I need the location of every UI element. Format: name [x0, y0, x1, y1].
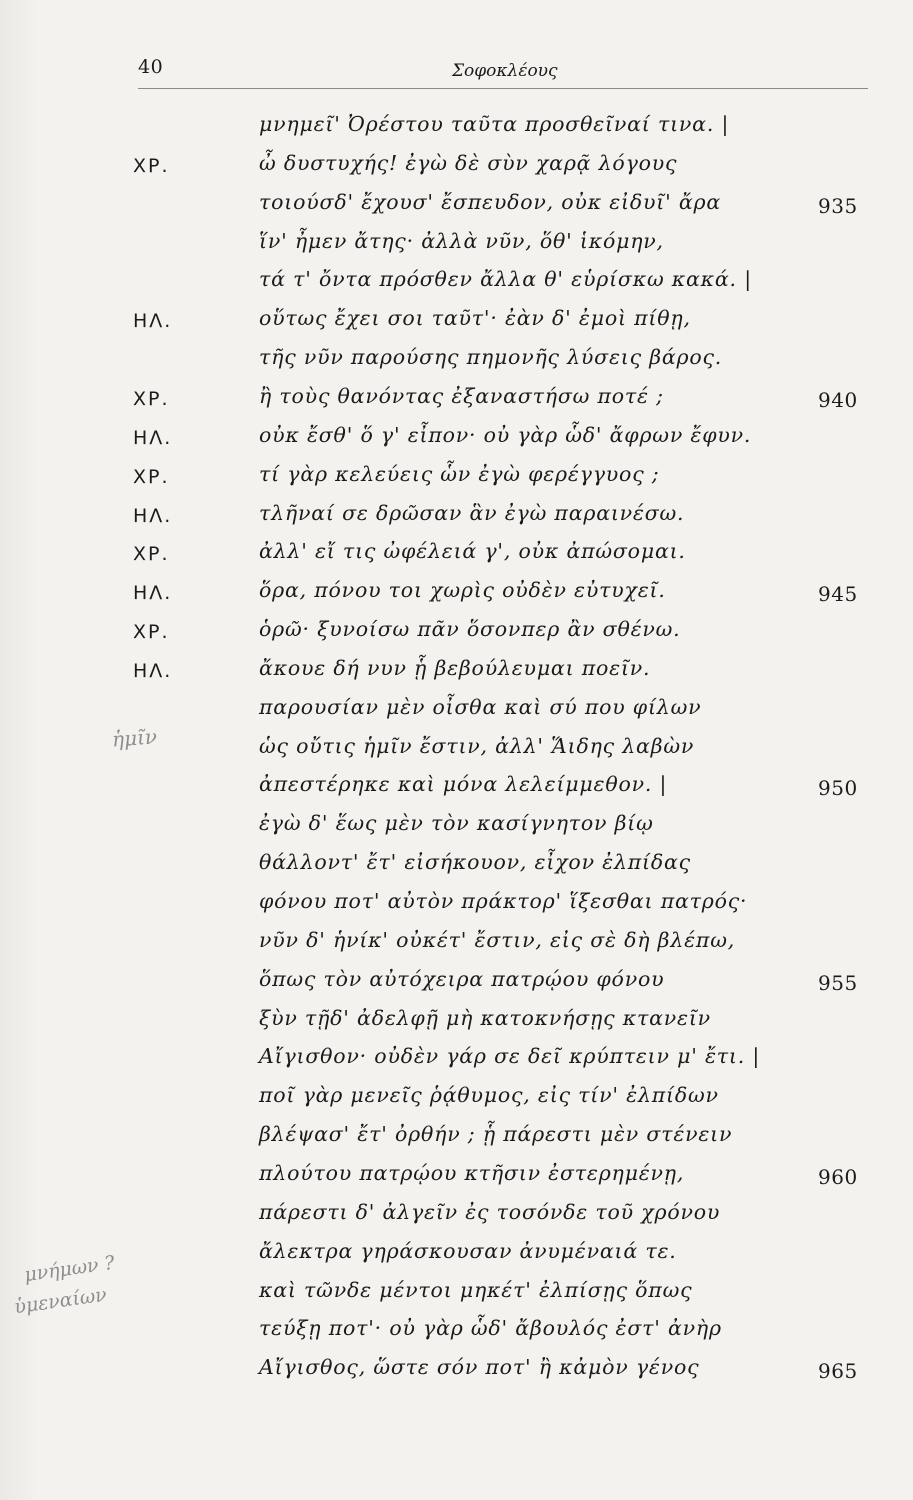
verse-text: Αἴγισθον· οὐδὲν γάρ σε δεῖ κρύπτειν μ' ἔτι. |	[259, 1044, 761, 1068]
verse-text: τλῆναί σε δρῶσαν ἃν ἐγὼ παραινέσω.	[259, 501, 685, 525]
verse-text: Αἴγισθος, ὥστε σόν ποτ' ἢ κἀμὸν γένος	[259, 1355, 700, 1379]
line-number: 940	[818, 388, 858, 412]
speaker-label: ΧΡ.	[133, 466, 170, 488]
verse-text: τεύξῃ ποτ'· οὐ γὰρ ὧδ' ἄβουλός ἐστ' ἀνὴρ	[259, 1316, 722, 1340]
line-number: 960	[818, 1165, 858, 1189]
speaker-label: ΧΡ.	[133, 621, 170, 643]
verse-text: μνημεῖ' Ὀρέστου ταῦτα προσθεῖναί τινα. |	[259, 112, 730, 136]
verse-text: ὡς οὔτις ἡμῖν ἔστιν, ἀλλ' Ἅιδης λαβὼν	[259, 734, 695, 758]
speaker-label: ΗΛ.	[133, 427, 173, 449]
verse-text: φόνου ποτ' αὐτὸν πράκτορ' ἵξεσθαι πατρός·	[259, 889, 748, 913]
verse-text: βλέψασ' ἔτ' ὀρθήν ; ᾗ πάρεστι μὲν στένειν	[259, 1122, 733, 1146]
pencil-annotation: μνήμων ?	[22, 1251, 116, 1287]
line-number: 935	[818, 194, 858, 218]
verse-text: πλούτου πατρῴου κτῆσιν ἐστερημένῃ,	[259, 1161, 685, 1185]
verse-text: ἄκουε δή νυν ᾗ βεβούλευμαι ποεῖν.	[259, 656, 651, 680]
verse-text: οὕτως ἔχει σοι ταῦτ'· ἐὰν δ' ἐμοὶ πίθῃ,	[259, 306, 691, 330]
verse-text: ὁρῶ· ξυνοίσω πᾶν ὅσονπερ ἂν σθένω.	[259, 617, 681, 641]
verse-text: πάρεστι δ' ἀλγεῖν ἐς τοσόνδε τοῦ χρόνου	[259, 1200, 721, 1224]
verse-text: οὐκ ἔσθ' ὅ γ' εἶπον· οὐ γὰρ ὧδ' ἄφρων ἔφυν.	[259, 423, 752, 447]
verse-text: ὦ δυστυχής! ἐγὼ δὲ σὺν χαρᾷ λόγους	[259, 151, 678, 175]
verse-text: παρουσίαν μὲν οἶσθα καὶ σύ που φίλων	[259, 695, 702, 719]
verse-text: ὅρα, πόνου τοι χωρὶς οὐδὲν εὐτυχεῖ.	[259, 578, 666, 602]
pencil-annotation: ἡμῖν	[111, 724, 158, 752]
line-number: 950	[818, 776, 858, 800]
verse-text: ξὺν τῇδ' ἀδελφῇ μὴ κατοκνήσῃς κτανεῖν	[259, 1006, 711, 1030]
verse-text: τοιούσδ' ἔχουσ' ἔσπευδον, οὐκ εἰδυῖ' ἄρα	[259, 190, 722, 214]
verse-text: ὅπως τὸν αὐτόχειρα πατρῴου φόνου	[259, 967, 665, 991]
speaker-label: ΧΡ.	[133, 155, 170, 177]
verse-text: τά τ' ὄντα πρόσθεν ἄλλα θ' εὑρίσκω κακά. |	[259, 267, 752, 291]
line-number: 965	[818, 1359, 858, 1383]
verse-text: ἢ τοὺς θανόντας ἐξαναστήσω ποτέ ;	[259, 384, 664, 408]
page-number: 40	[138, 56, 164, 78]
verse-text: νῦν δ' ἡνίκ' οὐκέτ' ἔστιν, εἰς σὲ δὴ βλέπω,	[259, 928, 736, 952]
header-rule	[138, 88, 868, 89]
speaker-label: ΗΛ.	[133, 582, 173, 604]
verse-text: ἀπεστέρηκε καὶ μόνα λελείμμεθον. |	[259, 772, 668, 796]
verse-text: καὶ τῶνδε μέντοι μηκέτ' ἐλπίσῃς ὅπως	[259, 1278, 693, 1302]
speaker-label: ΧΡ.	[133, 388, 170, 410]
speaker-label: ΗΛ.	[133, 660, 173, 682]
verse-text: ἐγὼ δ' ἕως μὲν τὸν κασίγνητον βίῳ	[259, 811, 654, 835]
verse-text: θάλλοντ' ἔτ' εἰσήκουον, εἶχον ἐλπίδας	[259, 850, 691, 874]
line-number: 955	[818, 971, 858, 995]
speaker-label: ΧΡ.	[133, 543, 170, 565]
line-number: 945	[818, 582, 858, 606]
verse-text: ἵν' ἦμεν ἄτης· ἀλλὰ νῦν, ὅθ' ἱκόμην,	[259, 229, 664, 253]
verse-text: τῆς νῦν παρούσης πημονῆς λύσεις βάρος.	[259, 345, 723, 369]
speaker-label: ΗΛ.	[133, 505, 173, 527]
verse-text: τί γὰρ κελεύεις ὧν ἐγὼ φερέγγυος ;	[259, 462, 660, 486]
verse-text: ἀλλ' εἴ τις ὠφέλειά γ', οὐκ ἀπώσομαι.	[259, 539, 686, 563]
pencil-annotation: ὑμεναίων	[12, 1283, 109, 1319]
verse-text: ἄλεκτρα γηράσκουσαν ἀνυμέναιά τε.	[259, 1239, 677, 1263]
speaker-label: ΗΛ.	[133, 310, 173, 332]
running-head: Σοφοκλέους	[452, 61, 558, 81]
verse-text: ποῖ γὰρ μενεῖς ῥᾴθυμος, εἰς τίν' ἐλπίδων	[259, 1083, 719, 1107]
